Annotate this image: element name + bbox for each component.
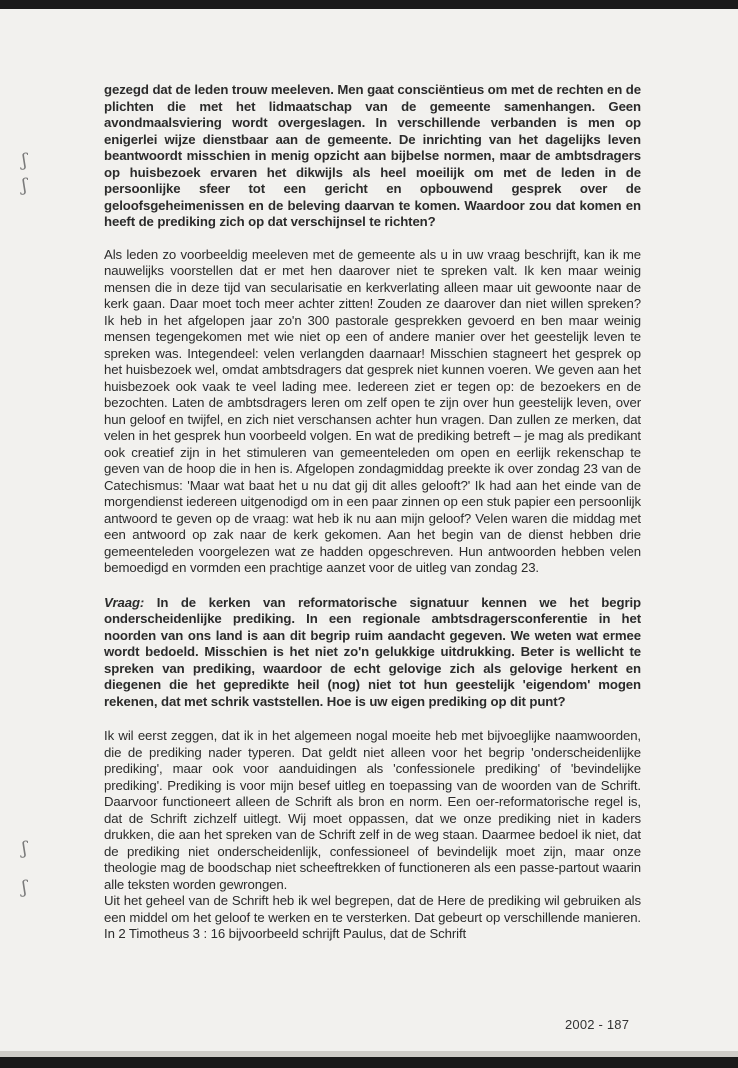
- question-2-text: In de kerken van reformatorische signatuur kennen we het begrip onderscheidenlijke prediking. In een regionale ambtsdragersconferentie in het noorden van ons land is aan dit begrip ruim aandacht gegeven. We weten wat ermee wordt bedoeld. Misschien is het niet zo'n gelukkige uitdrukking. Beter is wellicht te spreken van prediking, waardoor de echt gelovige zich als gelovige herkent en diegenen die het gepredikte heil (nog) niet tot hun geestelijk 'eigendom' mogen rekenen, dat met schrik vaststellen. Hoe is uw eigen prediking op dit punt?: [104, 594, 641, 709]
- binding-hole-mark: ʃ: [22, 877, 27, 898]
- question-2: [104, 595, 641, 711]
- answer-2: Ik wil eerst zeggen, dat ik in het algemeen nogal moeite heb met bijvoeglijke naamwoorden, die de prediking nader typeren. Dat geldt niet alleen voor het begrip 'onderscheidenlijke prediking', maar ook voor aanduidingen als 'confessionele prediking' of 'bevindelijke prediking'. Prediking is voor mijn besef uitleg en toepassing van de woorden van de Schrift. Daarvoor functioneert alleen de Schrift als bron en norm. Een oer-reformatorische regel is, dat de Schrift zichzelf uitlegt. Wij moet oppassen, dat we onze prediking niet in kaders drukken, die aan het spreken van de Schrift zelf in de weg staan. Daarmee bedoel ik niet, dat de prediking niet onderscheidenlijk, confessioneel of bevindelijk moet zijn, maar onze theologie mag de boodschap niet scheeftrekken of functioneren als een passe-partout waarin alle teksten worden gewrongen.: [104, 728, 641, 892]
- question-1-continued: gezegd dat de leden trouw meeleven. Men gaat consciëntieus om met de rechten en de plichten die met het lidmaatschap van de gemeente samenhangen. Geen avondmaalsviering wordt overgeslagen. In verschillende verbanden is men op enigerlei wijze dienstbaar aan de gemeente. De inrichting van het dagelijks leven beantwoordt misschien in menig opzicht aan bijbelse normen, maar de ambtsdragers op huisbezoek ervaren het dikwijls als heel moeilijk om met de leden in de persoonlijke sfeer tot een gericht en opbouwend gesprek over de geloofsgeheimenissen en de beleving daarvan te komen. Waardoor zou dat komen en heeft de prediking zich op dat verschijnsel te richten?: [104, 82, 641, 229]
- binding-hole-mark: ʃ: [22, 175, 27, 196]
- answer-1: Als leden zo voorbeeldig meeleven met de gemeente als u in uw vraag beschrijft, kan ik me nauwelijks voorstellen dat er met hen daarover niet te spreken valt. Ik ken maar weinig mensen die in deze tijd van secularisatie en kerkverlating alleen maar uit gewoonte naar de kerk gaan. Daar moet toch meer achter zitten! Zouden ze daarover dan niet willen spreken? Ik heb in het afgelopen jaar zo'n 300 pastorale gesprekken gevoerd en ben maar weinig mensen tegengekomen met wie niet op een of andere manier over het geestelijk leven te spreken was. Integendeel: velen verlangden daarnaar! Misschien stagneert het gesprek op het huisbezoek wel, omdat ambtsdragers dat gesprek niet kunnen voeren. We geven aan het huisbezoek ook vaak te veel lading mee. Iedereen ziet er tegen op: de bezoekers en de bezochten. Laten de ambtsdragers leren om zelf open te zijn over hun geestelijk leven, over hun geloof en twijfel, en zich niet verschansen achter hun vragen. Dan zullen ze merken, dat velen in het gesprek hun voorbeeld volgen. En wat de prediking betreft – je mag als predikant ook creatief zijn in het stimuleren van gemeenteleden om open en eerlijk rekenschap te geven van de hoop die in hen is. Afgelopen zondagmiddag preekte ik over zondag 23 van de Catechismus: 'Maar wat baat het u nu dat gij dit alles gelooft?' Ik had aan het einde van de morgendienst iedereen uitgenodigd om in een paar zinnen op een stuk papier een persoonlijk antwoord te geven op de vraag: wat heb ik nu aan mijn geloof? Velen waren die middag met een antwoord op zak naar de kerk gekomen. Aan het begin van de dienst hebben drie gemeenteleden voorgelezen wat ze hadden opgeschreven. Hun antwoorden hebben velen bemoedigd en vormden een prachtige aanzet voor de uitleg van zondag 23.: [104, 246, 641, 575]
- page-body: [104, 82, 641, 943]
- scan-top-edge: [0, 0, 738, 9]
- page-number: 2002 - 187: [565, 1017, 630, 1032]
- binding-hole-mark: ʃ: [22, 150, 27, 171]
- binding-hole-mark: ʃ: [22, 838, 27, 859]
- answer-2-continued: Uit het geheel van de Schrift heb ik wel begrepen, dat de Here de prediking wil gebruiken als een middel om het geloof te werken en te versterken. Dat gebeurt op verschillende manieren. In 2 Timotheus 3 : 16 bijvoorbeeld schrijft Paulus, dat de Schrift: [104, 893, 641, 941]
- scan-bottom-edge: [0, 1057, 738, 1068]
- question-label: Vraag:: [104, 594, 145, 610]
